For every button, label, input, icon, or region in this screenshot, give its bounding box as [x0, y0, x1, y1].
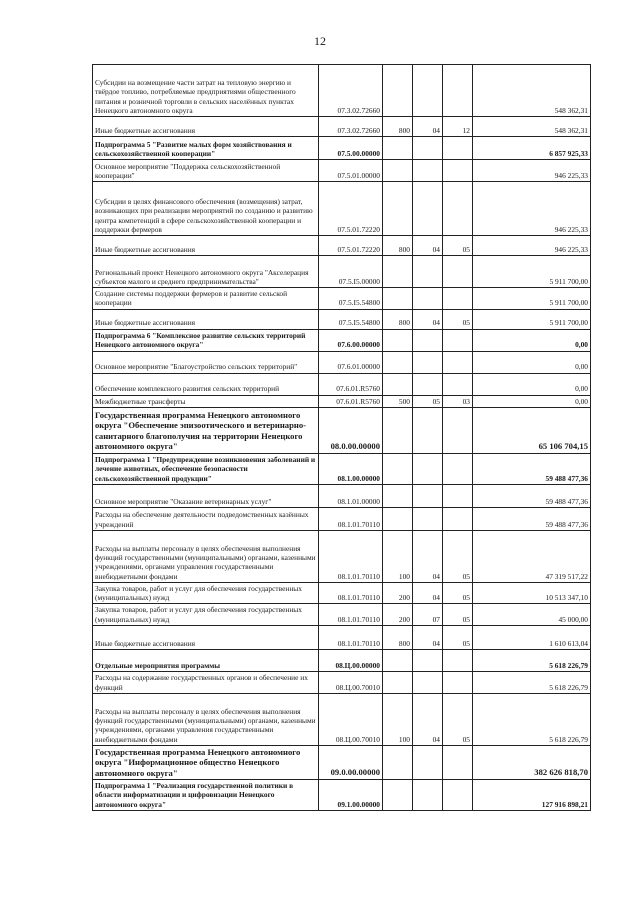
table-row [93, 693, 591, 745]
row-section: 04 [413, 117, 443, 137]
row-name: Расходы на выплаты персоналу в целях обеспечения выполнения функций государственными (муниципальными) органами, казенными учреждениями, органами управления государственными внебюджетными фондами [93, 693, 319, 745]
row-code: 07.5.I5.54800 [319, 309, 383, 329]
table-row [93, 671, 591, 693]
row-section: 04 [413, 530, 443, 582]
row-expense-type [383, 780, 413, 811]
row-subsection [443, 780, 473, 811]
row-amount: 0,00 [473, 329, 591, 351]
row-section: 04 [413, 693, 443, 745]
table-row [93, 65, 591, 117]
row-name: Основное мероприятие "Оказание ветеринарных услуг" [93, 484, 319, 507]
table-row [93, 117, 591, 137]
row-code: 08.1.01.70110 [319, 507, 383, 530]
row-expense-type [383, 373, 413, 395]
row-code: 08.1.01.70110 [319, 530, 383, 582]
row-expense-type: 200 [383, 582, 413, 604]
row-section [413, 671, 443, 693]
row-section [413, 507, 443, 530]
row-name: Подпрограмма 5 "Развитие малых форм хозяйствования и сельскохозяйственной кооперации" [93, 137, 319, 160]
table-row [93, 582, 591, 604]
row-section [413, 256, 443, 288]
row-name: Расходы на обеспечение деятельности подведомственных казённых учреждений [93, 507, 319, 530]
row-name: Государственная программа Ненецкого автономного округа "Обеспечение эпизоотического и ветеринарно-санитарного благополучия на территории Ненецкого автономного округа" [93, 407, 319, 453]
row-subsection [443, 649, 473, 671]
table-row [93, 137, 591, 160]
table-row [93, 395, 591, 407]
row-name: Субсидии в целях финансового обеспечения (возмещения) затрат, возникающих при реализации мероприятий по созданию и развитию центра компетенций в сфере сельскохозяйственной кооперации и поддержки фермеров [93, 182, 319, 236]
row-expense-type [383, 65, 413, 117]
row-name: Основное мероприятие "Поддержка сельскохозяйственной кооперации" [93, 160, 319, 182]
row-subsection [443, 745, 473, 779]
row-subsection: 05 [443, 693, 473, 745]
row-section [413, 65, 443, 117]
row-code: 07.5.00.00000 [319, 137, 383, 160]
table-row [93, 256, 591, 288]
row-name: Государственная программа Ненецкого автономного округа "Информационное общество Ненецкого автономного округа" [93, 745, 319, 779]
row-expense-type [383, 507, 413, 530]
row-code: 07.5.I5.00000 [319, 256, 383, 288]
row-amount: 59 488 477,36 [473, 507, 591, 530]
row-code: 07.6.01.R5760 [319, 373, 383, 395]
row-name: Иные бюджетные ассигнования [93, 309, 319, 329]
row-expense-type [383, 137, 413, 160]
row-name: Субсидии на возмещение части затрат на тепловую энергию и твёрдое топливо, потребляемые предприятиями общественного питания и розничной торговли в сельских населённых пунктах Ненецкого автономного округа [93, 65, 319, 117]
row-expense-type: 100 [383, 530, 413, 582]
row-amount: 5 911 700,00 [473, 309, 591, 329]
row-amount: 946 225,33 [473, 236, 591, 256]
row-amount: 6 857 925,33 [473, 137, 591, 160]
row-amount: 1 610 613,04 [473, 625, 591, 649]
row-name: Создание системы поддержки фермеров и развитие сельской кооперации [93, 288, 319, 310]
table-row [93, 604, 591, 626]
row-amount: 5 618 226,79 [473, 649, 591, 671]
row-subsection [443, 351, 473, 373]
row-subsection [443, 329, 473, 351]
table-row [93, 351, 591, 373]
row-code: 07.5.I5.54800 [319, 288, 383, 310]
row-code: 08.1.00.00000 [319, 453, 383, 484]
row-code: 09.1.00.00000 [319, 780, 383, 811]
row-name: Расходы на выплаты персоналу в целях обеспечения выполнения функций государственными (муниципальными) органами, казенными учреждениями, органами управления государственными внебюджетными фондами [93, 530, 319, 582]
row-expense-type [383, 484, 413, 507]
row-section [413, 780, 443, 811]
table-row [93, 329, 591, 351]
row-subsection [443, 507, 473, 530]
row-expense-type: 800 [383, 117, 413, 137]
row-section [413, 484, 443, 507]
row-code: 08.Ц.00.70010 [319, 693, 383, 745]
row-code: 08.1.01.00000 [319, 484, 383, 507]
row-code: 07.6.00.00000 [319, 329, 383, 351]
table-row [93, 407, 591, 453]
row-code: 07.5.01.72220 [319, 236, 383, 256]
row-name: Обеспечение комплексного развития сельских территорий [93, 373, 319, 395]
row-amount: 59 488 477,36 [473, 484, 591, 507]
row-subsection [443, 484, 473, 507]
row-section [413, 182, 443, 236]
row-name: Расходы на содержание государственных органов и обеспечение их функций [93, 671, 319, 693]
budget-table-body [93, 65, 591, 811]
row-amount: 10 513 347,10 [473, 582, 591, 604]
table-row [93, 507, 591, 530]
row-section: 04 [413, 236, 443, 256]
table-row [93, 649, 591, 671]
row-section: 04 [413, 309, 443, 329]
row-section [413, 351, 443, 373]
row-subsection: 05 [443, 582, 473, 604]
row-name: Закупка товаров, работ и услуг для обеспечения государственных (муниципальных) нужд [93, 582, 319, 604]
row-amount: 5 618 226,79 [473, 671, 591, 693]
row-amount: 548 362,31 [473, 65, 591, 117]
row-subsection: 12 [443, 117, 473, 137]
row-name: Иные бюджетные ассигнования [93, 117, 319, 137]
row-name: Межбюджетные трансферты [93, 395, 319, 407]
table-row [93, 236, 591, 256]
row-subsection [443, 65, 473, 117]
row-name: Отдельные мероприятия программы [93, 649, 319, 671]
row-section [413, 137, 443, 160]
table-row [93, 160, 591, 182]
row-section: 05 [413, 395, 443, 407]
table-row [93, 530, 591, 582]
row-expense-type [383, 649, 413, 671]
row-expense-type: 800 [383, 625, 413, 649]
table-row [93, 484, 591, 507]
row-code: 08.1.01.70110 [319, 604, 383, 626]
row-amount: 0,00 [473, 373, 591, 395]
row-amount: 946 225,33 [473, 182, 591, 236]
row-code: 08.Ц.00.70010 [319, 671, 383, 693]
table-row [93, 182, 591, 236]
table-row [93, 745, 591, 779]
budget-table [92, 64, 591, 811]
row-amount: 59 488 477,36 [473, 453, 591, 484]
table-row [93, 309, 591, 329]
row-subsection [443, 137, 473, 160]
row-name: Региональный проект Ненецкого автономного округа "Акселерация субъектов малого и среднего предпринимательства" [93, 256, 319, 288]
row-section: 04 [413, 582, 443, 604]
row-subsection [443, 671, 473, 693]
row-code: 07.5.01.72220 [319, 182, 383, 236]
row-subsection: 03 [443, 395, 473, 407]
row-amount: 65 106 704,15 [473, 407, 591, 453]
row-name: Основное мероприятие "Благоустройство сельских территорий" [93, 351, 319, 373]
row-section [413, 649, 443, 671]
row-name: Подпрограмма 6 "Комплексное развитие сельских территорий Ненецкого автономного округа" [93, 329, 319, 351]
row-amount: 5 911 700,00 [473, 256, 591, 288]
row-expense-type: 200 [383, 604, 413, 626]
row-code: 07.3.02.72660 [319, 65, 383, 117]
row-expense-type [383, 453, 413, 484]
row-subsection: 05 [443, 530, 473, 582]
row-subsection: 05 [443, 309, 473, 329]
row-section [413, 373, 443, 395]
row-subsection: 05 [443, 625, 473, 649]
row-amount: 0,00 [473, 395, 591, 407]
row-section [413, 160, 443, 182]
row-name: Иные бюджетные ассигнования [93, 625, 319, 649]
row-code: 08.Ц.00.00000 [319, 649, 383, 671]
row-subsection [443, 373, 473, 395]
table-row [93, 373, 591, 395]
row-code: 08.1.01.70110 [319, 625, 383, 649]
row-subsection [443, 182, 473, 236]
page-number: 12 [314, 34, 326, 48]
row-expense-type: 100 [383, 693, 413, 745]
table-row [93, 780, 591, 811]
row-code: 09.0.00.00000 [319, 745, 383, 779]
row-expense-type [383, 182, 413, 236]
row-expense-type [383, 671, 413, 693]
row-code: 08.0.00.00000 [319, 407, 383, 453]
row-section: 07 [413, 604, 443, 626]
row-name: Подпрограмма 1 "Предупреждение возникновения заболеваний и лечение животных, обеспечение безопасности сельскохозяйственной продукции" [93, 453, 319, 484]
row-amount: 0,00 [473, 351, 591, 373]
table-row [93, 625, 591, 649]
row-amount: 5 911 700,00 [473, 288, 591, 310]
row-name: Подпрограмма 1 "Реализация государственной политики в области информатизации и цифровизации Ненецкого автономного округа" [93, 780, 319, 811]
row-expense-type [383, 288, 413, 310]
row-section [413, 288, 443, 310]
row-expense-type [383, 407, 413, 453]
row-expense-type [383, 160, 413, 182]
row-section [413, 329, 443, 351]
row-amount: 382 626 818,70 [473, 745, 591, 779]
row-subsection: 05 [443, 604, 473, 626]
row-amount: 548 362,31 [473, 117, 591, 137]
table-row [93, 453, 591, 484]
row-code: 07.3.02.72660 [319, 117, 383, 137]
row-section [413, 745, 443, 779]
row-section: 04 [413, 625, 443, 649]
row-expense-type [383, 745, 413, 779]
row-expense-type [383, 351, 413, 373]
row-amount: 47 319 517,22 [473, 530, 591, 582]
row-amount: 127 916 898,21 [473, 780, 591, 811]
row-expense-type [383, 256, 413, 288]
row-expense-type [383, 329, 413, 351]
row-code: 07.6.01.R5760 [319, 395, 383, 407]
row-amount: 45 000,00 [473, 604, 591, 626]
row-code: 07.6.01.00000 [319, 351, 383, 373]
table-row [93, 288, 591, 310]
row-code: 07.5.01.00000 [319, 160, 383, 182]
row-name: Иные бюджетные ассигнования [93, 236, 319, 256]
row-expense-type: 500 [383, 395, 413, 407]
row-expense-type: 800 [383, 236, 413, 256]
row-code: 08.1.01.70110 [319, 582, 383, 604]
row-subsection [443, 288, 473, 310]
row-subsection [443, 256, 473, 288]
row-subsection [443, 407, 473, 453]
row-section [413, 453, 443, 484]
row-section [413, 407, 443, 453]
row-subsection [443, 160, 473, 182]
row-amount: 5 618 226,79 [473, 693, 591, 745]
row-subsection [443, 453, 473, 484]
row-expense-type: 800 [383, 309, 413, 329]
row-name: Закупка товаров, работ и услуг для обеспечения государственных (муниципальных) нужд [93, 604, 319, 626]
row-subsection: 05 [443, 236, 473, 256]
row-amount: 946 225,33 [473, 160, 591, 182]
